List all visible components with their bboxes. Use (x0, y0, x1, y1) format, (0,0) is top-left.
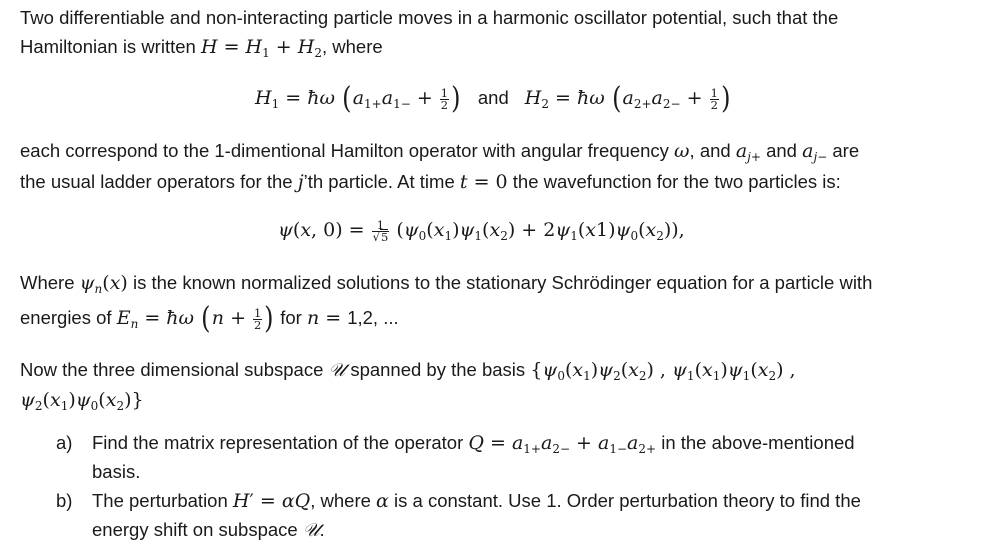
omega-symbol: ω (674, 140, 690, 162)
qb-text-a: The perturbation (92, 490, 228, 511)
question-a-line-1 (92, 431, 855, 461)
energy-formula: $E_n$ = ħω (n + $\frac{1}{2}$ ) (116, 301, 274, 336)
p2-text-b: , and (689, 140, 731, 161)
p2-text-f: ’th particle. At time (303, 171, 455, 192)
operator-q: $Q = a_{1+}a_{2-} + a_{1-}a_{2+}$ (468, 432, 657, 456)
p3-text-a: Where (20, 272, 75, 293)
intro-line-2 (20, 35, 383, 65)
question-b-label: b) (56, 490, 73, 511)
qb-text-e: . (319, 519, 325, 540)
subspace-u-symbol: 𝒰 (328, 360, 346, 381)
question-b-line-1 (92, 489, 861, 513)
qb-text-c: is a constant. Use 1. Order perturbation theory to find the (394, 490, 861, 511)
n-values: n = (306, 307, 348, 329)
p2-text-e: the usual ladder operators for the (20, 171, 293, 192)
p2-text-c: and (766, 140, 797, 161)
p2-text-g: the wavefunction for the two particles is: (512, 171, 841, 192)
paragraph4-line-1 (20, 358, 796, 388)
p3-text-c: energies of (20, 307, 112, 328)
basis-set-part2: $\psi_2(x_1)\psi_0(x_2)$} (20, 389, 144, 413)
question-a-line-2: basis. (92, 461, 141, 482)
intro-text-2a: Hamiltonian is written (20, 36, 196, 57)
question-b-line-2 (92, 518, 325, 543)
basis-set-part1: {$\psi_0(x_1)\psi_2(x_2)$ , $\psi_1(x_1)\psi_1(x_2)$ , (530, 359, 796, 383)
alpha-symbol: α (376, 490, 389, 512)
p2-text-a: each correspond to the 1-dimentional Hamilton operator with angular frequency (20, 140, 669, 161)
paragraph3-line-1 (20, 271, 872, 301)
intro-line-1 (20, 6, 838, 30)
subspace-u-symbol-2: 𝒰 (302, 520, 320, 541)
qb-text-b: , where (310, 490, 371, 511)
perturbation-h-prime: H′ = αQ (232, 490, 311, 512)
p4-text-b: spanned by the basis (350, 359, 526, 380)
p2-text-d: are (832, 140, 860, 161)
question-a-label: a) (56, 432, 73, 453)
psi-n: $\psi_n(x)$ (79, 272, 128, 296)
j-symbol: j (297, 171, 304, 193)
qb-text-d: energy shift on subspace (92, 519, 298, 540)
paragraph3-line-2 (20, 301, 399, 336)
intro-text-1: Two differentiable and non-interacting particle moves in a harmonic oscillator potential, such that the (20, 7, 839, 28)
p3-text-e: 1,2, ... (347, 307, 399, 328)
wavefunction-equation: ψ(x, 0) = $\frac{1}{√5}$ $(\psi_0(x_1)\psi_1(x_2) + 2\psi_1(x1)\psi_0(x_2))$, (278, 217, 685, 244)
time-zero: t = 0 (459, 171, 508, 193)
paragraph2-line-2 (20, 170, 841, 194)
p4-text-a: Now the three dimensional subspace (20, 359, 324, 380)
intro-text-2b: , where (321, 36, 383, 57)
p3-text-d: for (280, 307, 302, 328)
p3-text-b: is the known normalized solutions to the stationary Schrödinger equation for a particle with (132, 272, 873, 293)
ladder-minus: $a_{j-}$ (802, 140, 828, 164)
ladder-plus: $a_{j+}$ (735, 140, 761, 164)
equation-h1-h2: $H_1$ = ħω ($a_{1+}a_{1-}$ + $\frac{1}{2}$ ) and $H_2$ = ħω ($a_{2+}a_{2-}$ + $\frac{1}{2}$ ) (255, 81, 731, 116)
qa-text-a: Find the matrix representation of the operator (92, 432, 464, 453)
paragraph2-line-1 (20, 139, 859, 169)
and-word: and (477, 87, 509, 108)
hamiltonian-total: $H = H_1 + H_2$ (200, 36, 322, 60)
qa-text-b: in the above-mentioned (661, 432, 855, 453)
